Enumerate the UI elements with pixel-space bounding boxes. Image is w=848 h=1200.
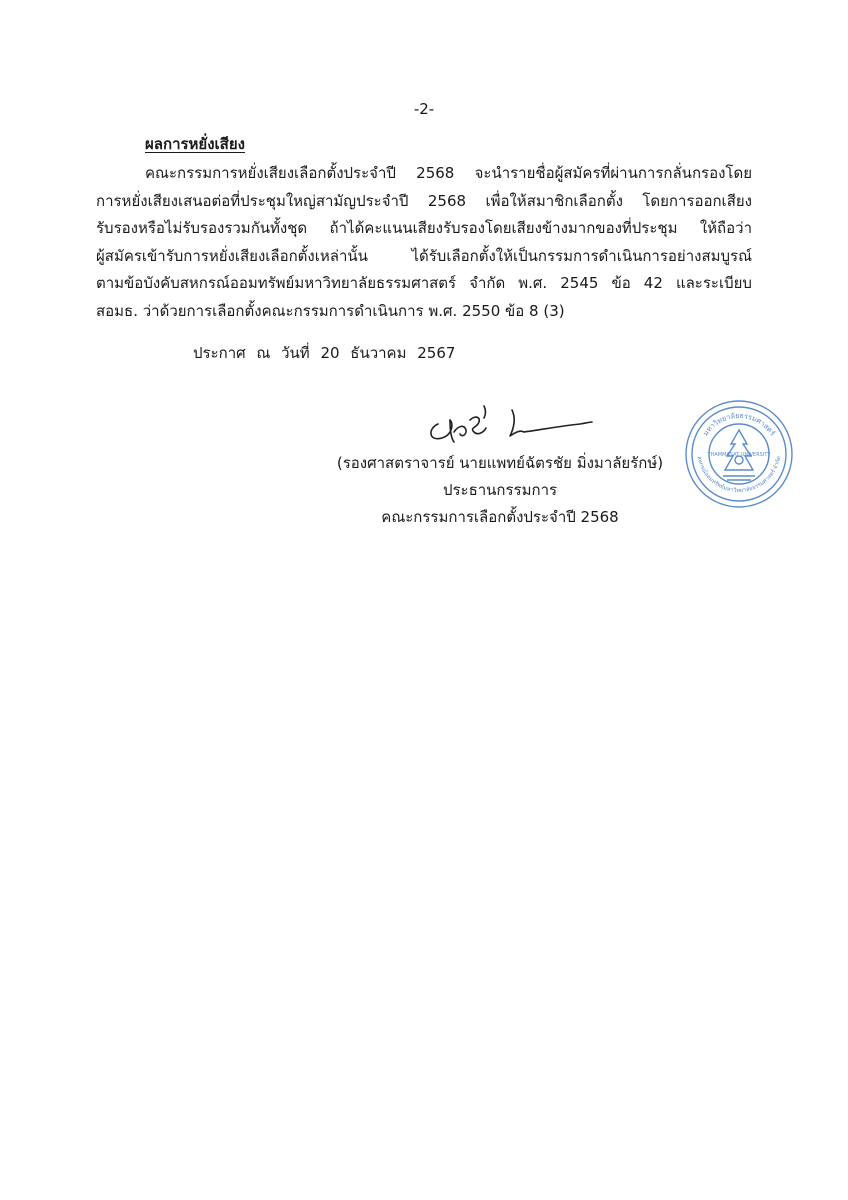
body-word: ถ้าได้คะแนนเสียงรับรองโดยเสียงข้างมากของที่ประชุม <box>329 219 678 237</box>
seal-text-middle: THAMMASAT UNIVERSITY <box>707 452 771 458</box>
page-number: -2- <box>413 100 435 118</box>
signer-block <box>300 450 700 531</box>
body-word: ข้อ <box>611 274 631 292</box>
announcement-date: ประกาศ ณ วันที่ 20 ธันวาคม 2567 <box>193 344 456 362</box>
seal-text-bottom: สหกรณ์ออมทรัพย์มหาวิทยาลัยธรรมศาสตร์ จำกัด <box>695 455 783 495</box>
body-word: ผู้สมัครเข้ารับการหยั่งเสียงเลือกตั้งเหล่านั้น <box>96 246 368 265</box>
signer-position: ประธานกรรมการ <box>442 481 558 499</box>
body-word: จำกัด <box>469 274 506 292</box>
body-line <box>96 270 752 298</box>
body-word: ตามข้อบังคับสหกรณ์ออมทรัพย์มหาวิทยาลัยธรรมศาสตร์ <box>96 274 457 292</box>
body-word: 2568 <box>427 191 467 210</box>
body-word: รับรองหรือไม่รับรองรวมกันทั้งชุด <box>96 219 308 237</box>
section-heading: ผลการหยั่งเสียง <box>145 135 245 153</box>
body-word: พ.ศ. <box>518 274 548 292</box>
body-line <box>96 188 752 216</box>
body-word: โดยการออกเสียง <box>642 191 752 210</box>
body-line <box>96 215 752 243</box>
body-word: เพื่อให้สมาชิกเลือกตั้ง <box>485 191 623 210</box>
body-word: จะนำรายชื่อผู้สมัครที่ผ่านการกลั่นกรองโดย <box>474 164 752 182</box>
body-line-text: สอมธ. ว่าด้วยการเลือกตั้งคณะกรรมการดำเนินการ พ.ศ. 2550 ข้อ 8 (3) <box>96 301 565 320</box>
cooperative-seal-stamp <box>683 398 795 510</box>
body-line <box>96 243 752 271</box>
seal-text-top: มหาวิทยาลัยธรรมศาสตร์ <box>700 410 778 438</box>
body-word: ให้ถือว่า <box>699 219 752 237</box>
signer-name: (รองศาสตราจารย์ นายแพทย์ฉัตรชัย มิ่งมาลัยรักษ์) <box>336 454 664 472</box>
body-word: 2545 <box>560 274 599 292</box>
body-line <box>96 160 752 188</box>
signer-committee: คณะกรรมการเลือกตั้งประจำปี 2568 <box>381 508 619 526</box>
body-line <box>96 298 752 326</box>
body-word: การหยั่งเสียงเสนอต่อที่ประชุมใหญ่สามัญประจำปี <box>96 191 409 210</box>
body-paragraph <box>96 160 752 325</box>
body-word: 2568 <box>416 164 455 182</box>
body-word: และระเบียบ <box>675 274 752 292</box>
body-word: ได้รับเลือกตั้งให้เป็นกรรมการดำเนินการอย่างสมบูรณ์ <box>411 246 752 265</box>
body-word: คณะกรรมการหยั่งเสียงเลือกตั้งประจำปี <box>145 164 396 182</box>
signature-image <box>420 398 600 448</box>
body-word: 42 <box>643 274 663 292</box>
